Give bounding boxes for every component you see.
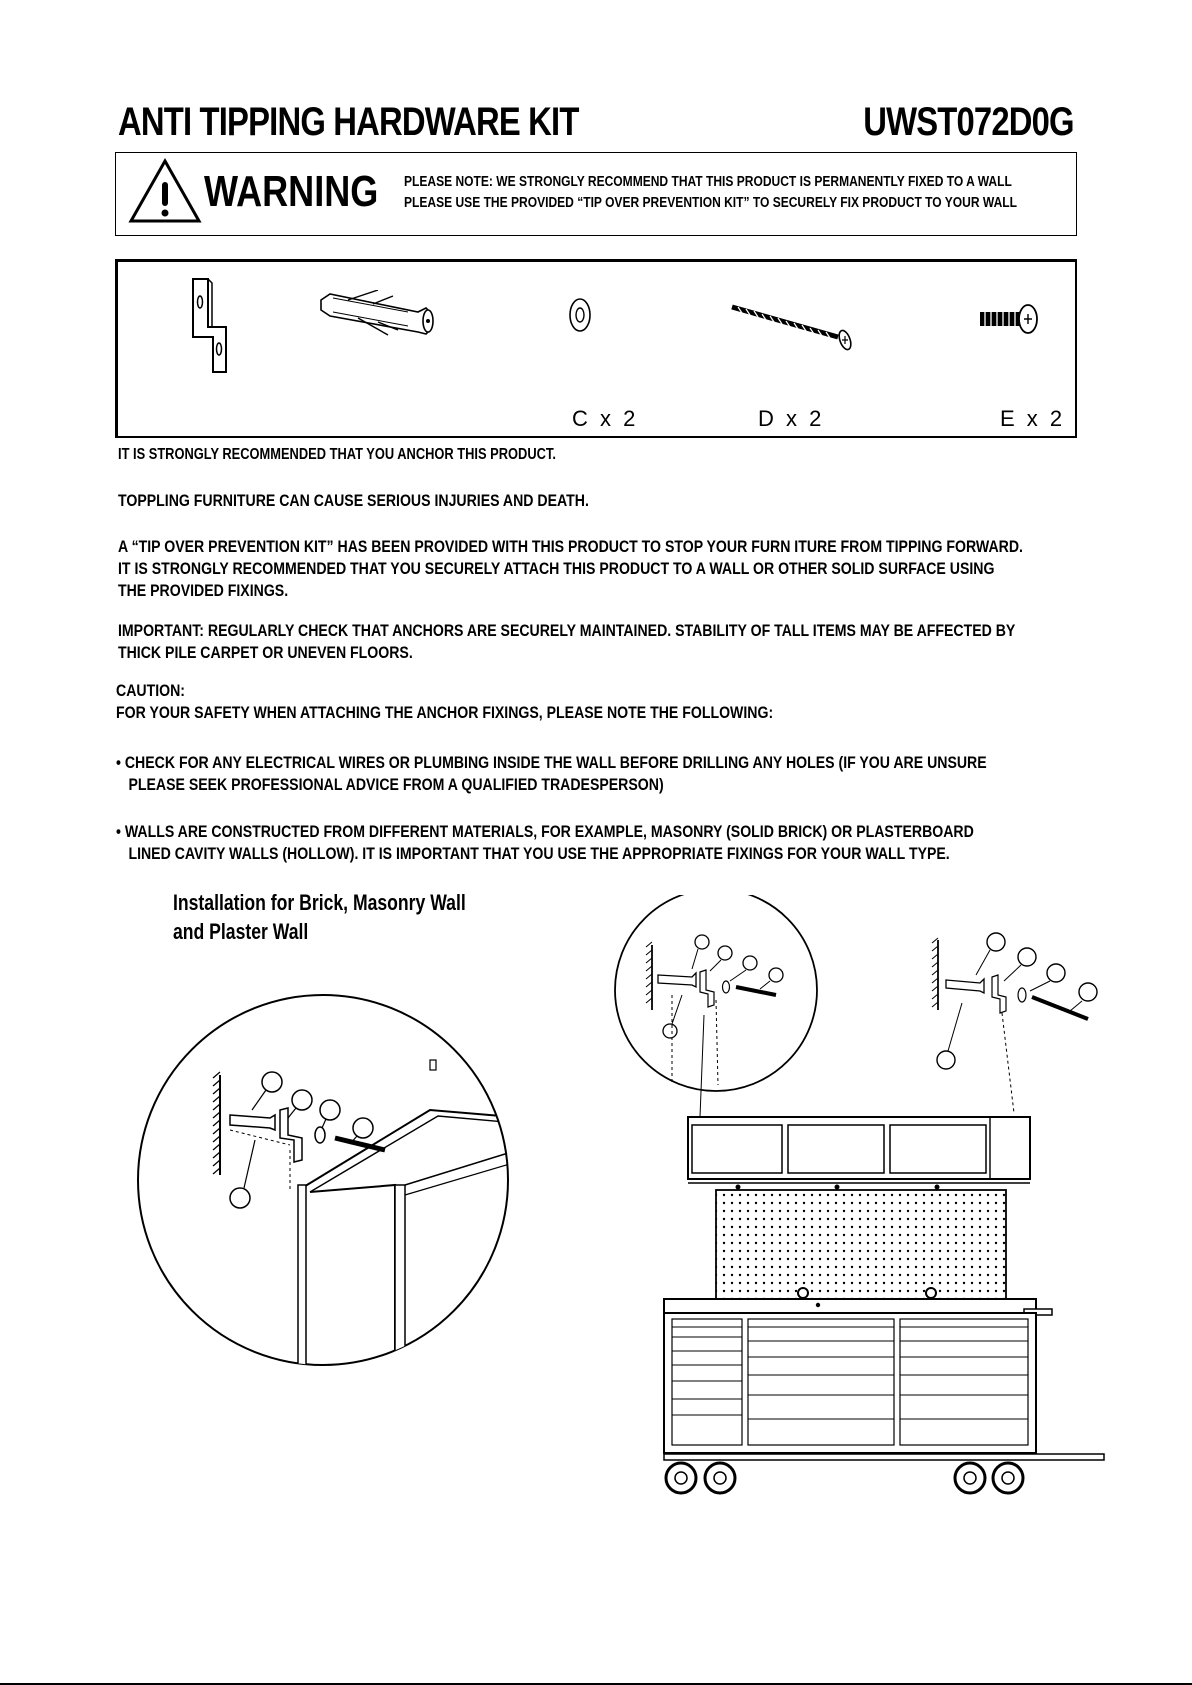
caution-text: FOR YOUR SAFETY WHEN ATTACHING THE ANCHOR FIXINGS, PLEASE NOTE THE FOLLOWING: (116, 703, 774, 722)
important-paragraph (118, 620, 1015, 664)
kit-line-3: THE PROVIDED FIXINGS. (118, 581, 289, 600)
long-screw-qty: D x 2 (758, 406, 825, 431)
wall-plug-anchor-icon (318, 290, 448, 345)
kit-paragraph (118, 536, 1023, 602)
page-title: ANTI TIPPING HARDWARE KIT (118, 100, 579, 144)
toppling-warning: TOPPLING FURNITURE CAN CAUSE SERIOUS INJURIES AND DEATH. (118, 491, 589, 510)
bullet-wires-line-2: PLEASE SEEK PROFESSIONAL ADVICE FROM A QUALIFIED TRADESPERSON) (128, 775, 664, 794)
warning-text (404, 172, 1017, 214)
casters-icon (648, 1450, 1118, 1510)
caution-heading: CAUTION: (116, 681, 185, 700)
important-line-1: IMPORTANT: REGULARLY CHECK THAT ANCHORS ARE SECURELY MAINTAINED. STABILITY OF TALL ITEMS MAY BE AFFECTED BY (118, 621, 1016, 640)
warning-line-1: PLEASE NOTE: WE STRONGLY RECOMMEND THAT THIS PRODUCT IS PERMANENTLY FIXED TO A WALL (404, 174, 1012, 190)
bullet-wires-line-1: • CHECK FOR ANY ELECTRICAL WIRES OR PLUMBING INSIDE THE WALL BEFORE DRILLING ANY HOLES (IF YOU ARE UNSURE (116, 753, 987, 772)
kit-line-2: IT IS STRONGLY RECOMMENDED THAT YOU SECURELY ATTACH THIS PRODUCT TO A WALL OR OTHER SOLID SURFACE USING (118, 559, 995, 578)
washer-icon (565, 295, 595, 335)
warning-box (115, 152, 1077, 236)
kit-line-1: A “TIP OVER PREVENTION KIT” HAS BEEN PROVIDED WITH THIS PRODUCT TO STOP YOUR FURN ITURE FROM TIPPING FORWARD. (118, 537, 1023, 556)
warning-label: WARNING (204, 167, 379, 216)
bullet-wires (116, 752, 987, 796)
washer-qty: C x 2 (572, 406, 639, 431)
anchor-recommendation: IT IS STRONGLY RECOMMENDED THAT YOU ANCHOR THIS PRODUCT. (118, 446, 556, 463)
important-line-2: THICK PILE CARPET OR UNEVEN FLOORS. (118, 643, 413, 662)
detail-circle-diagram (130, 980, 530, 1380)
installation-title (173, 888, 466, 946)
bullet-walls-line-1: • WALLS ARE CONSTRUCTED FROM DIFFERENT MATERIALS, FOR EXAMPLE, MASONRY (SOLID BRICK) OR PLASTERBOARD (116, 822, 974, 841)
tool-chest-diagram (600, 895, 1120, 1455)
warning-triangle-icon (127, 157, 203, 225)
bullet-walls (116, 821, 974, 865)
installation-title-line-1: Installation for Brick, Masonry Wall (173, 890, 466, 915)
long-screw-icon (728, 297, 868, 357)
short-screw-icon (976, 300, 1046, 340)
parts-box (115, 259, 1077, 438)
l-bracket-icon (188, 277, 248, 377)
bullet-walls-line-2: LINED CAVITY WALLS (HOLLOW). IT IS IMPORTANT THAT YOU USE THE APPROPRIATE FIXINGS FOR YOUR WALL TYPE. (128, 844, 950, 863)
warning-line-2: PLEASE USE THE PROVIDED “TIP OVER PREVENTION KIT” TO SECURELY FIX PRODUCT TO YOUR WALL (404, 195, 1017, 211)
installation-title-line-2: and Plaster Wall (173, 919, 309, 944)
model-number: UWST072D0G (863, 100, 1074, 144)
short-screw-qty: E x 2 (1000, 406, 1066, 431)
